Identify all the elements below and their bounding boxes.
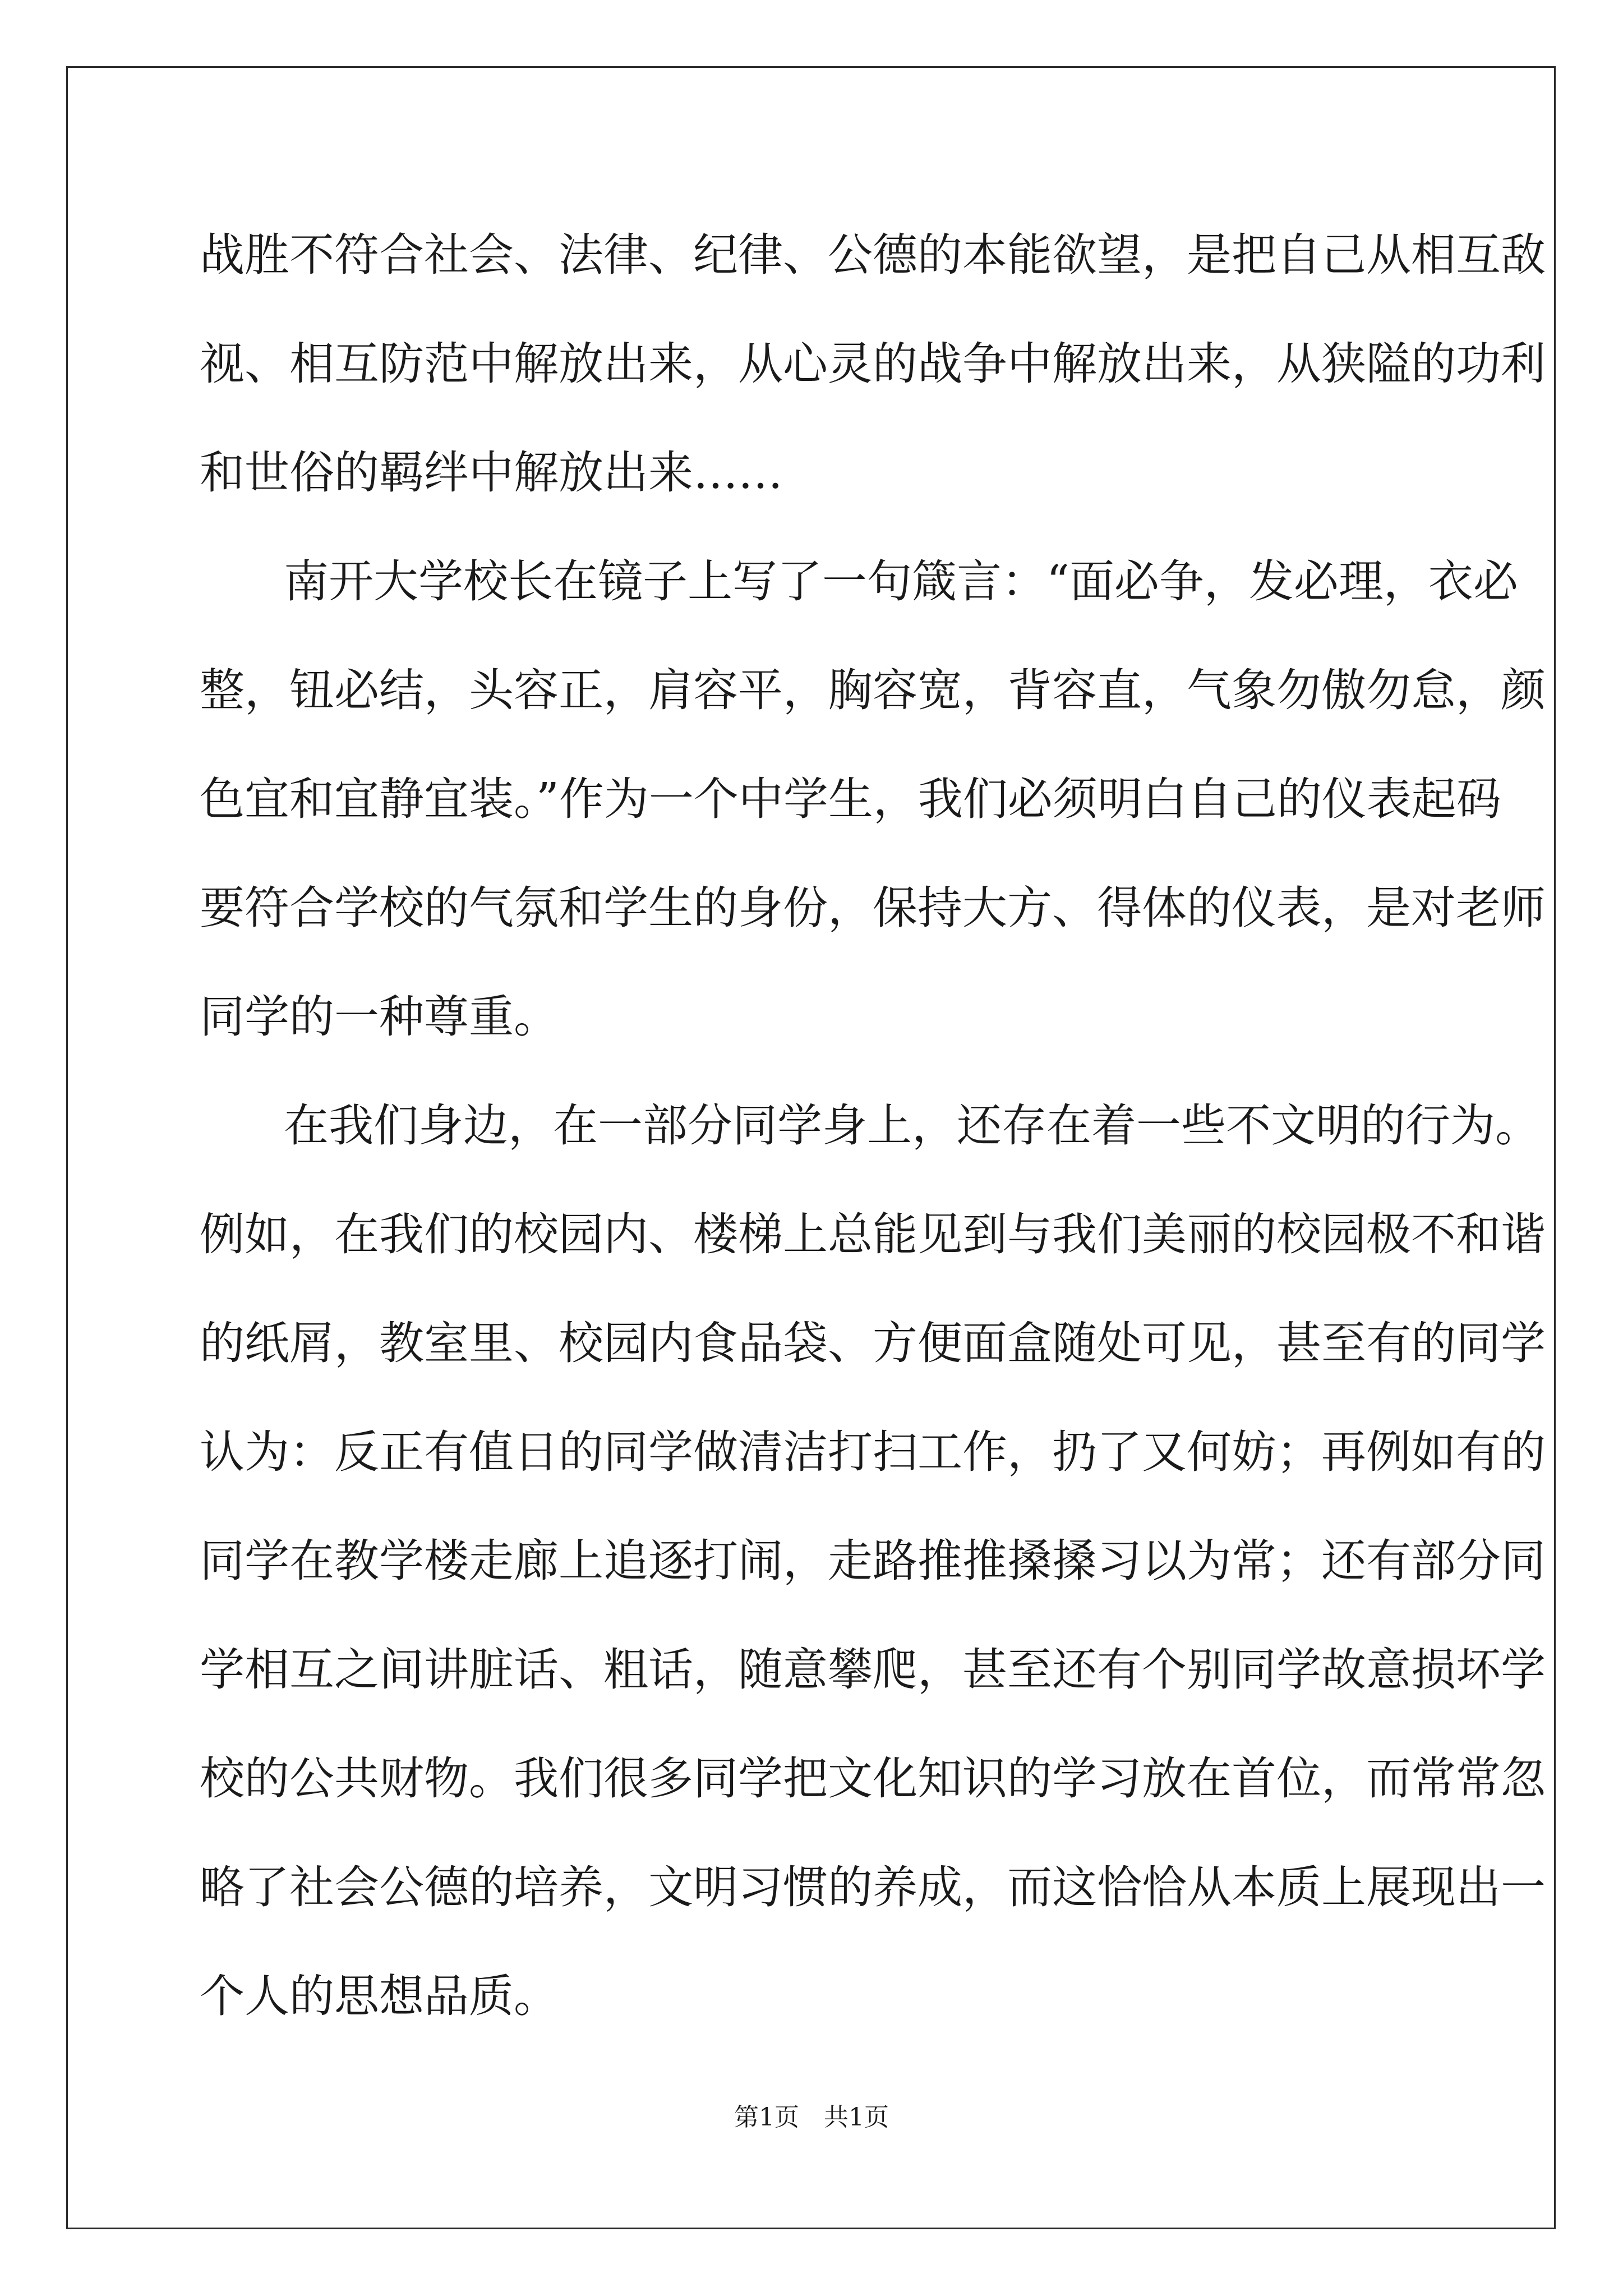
text-line: 视、相互防范中解放出来，从心灵的战争中解放出来，从狭隘的功利 (200, 338, 1546, 390)
document-body (200, 201, 1546, 2051)
text-line: 和世俗的羁绊中解放出来…… (200, 447, 783, 499)
text-line: 的纸屑，教室里、校园内食品袋、方便面盒随处可见，甚至有的同学 (200, 1317, 1546, 1369)
text-line: 要符合学校的气氛和学生的身份，保持大方、得体的仪表，是对老师 (200, 882, 1546, 934)
text-line: 在我们身边，在一部分同学身上，还存在着一些不文明的行为。 (284, 1099, 1540, 1152)
text-line: 学相互之间讲脏话、粗话，随意攀爬，甚至还有个别同学故意损坏学 (200, 1644, 1546, 1696)
page-footer: 第1页 共1页 (734, 2103, 889, 2132)
paragraph-2 (200, 527, 1546, 1071)
paragraph-3 (200, 1071, 1546, 2051)
text-line: 例如，在我们的校园内、楼梯上总能见到与我们美丽的校园极不和谐 (200, 1208, 1546, 1260)
text-line: 校的公共财物。我们很多同学把文化知识的学习放在首位，而常常忽 (200, 1752, 1546, 1805)
paragraph-1 (200, 201, 1546, 527)
text-line: 色宜和宜静宜装。”作为一个中学生，我们必须明白自己的仪表起码 (200, 773, 1501, 825)
text-line: 个人的思想品质。 (200, 1970, 559, 2022)
text-line: 认为：反正有值日的同学做清洁打扫工作，扔了又何妨；再例如有的 (200, 1426, 1546, 1478)
text-line: 同学在教学楼走廊上追逐打闹，走路推推搡搡习以为常；还有部分同 (200, 1535, 1546, 1587)
text-line: 南开大学校长在镜子上写了一句箴言：“面必争，发必理，衣必 (284, 555, 1518, 608)
text-line: 略了社会公德的培养，文明习惯的养成，而这恰恰从本质上展现出一 (200, 1861, 1546, 1913)
text-line: 战胜不符合社会、法律、纪律、公德的本能欲望，是把自己从相互敌 (200, 229, 1546, 281)
text-line: 整，钮必结，头容正，肩容平，胸容宽，背容直，气象勿傲勿怠，颜 (200, 664, 1546, 716)
text-line: 同学的一种尊重。 (200, 991, 559, 1043)
